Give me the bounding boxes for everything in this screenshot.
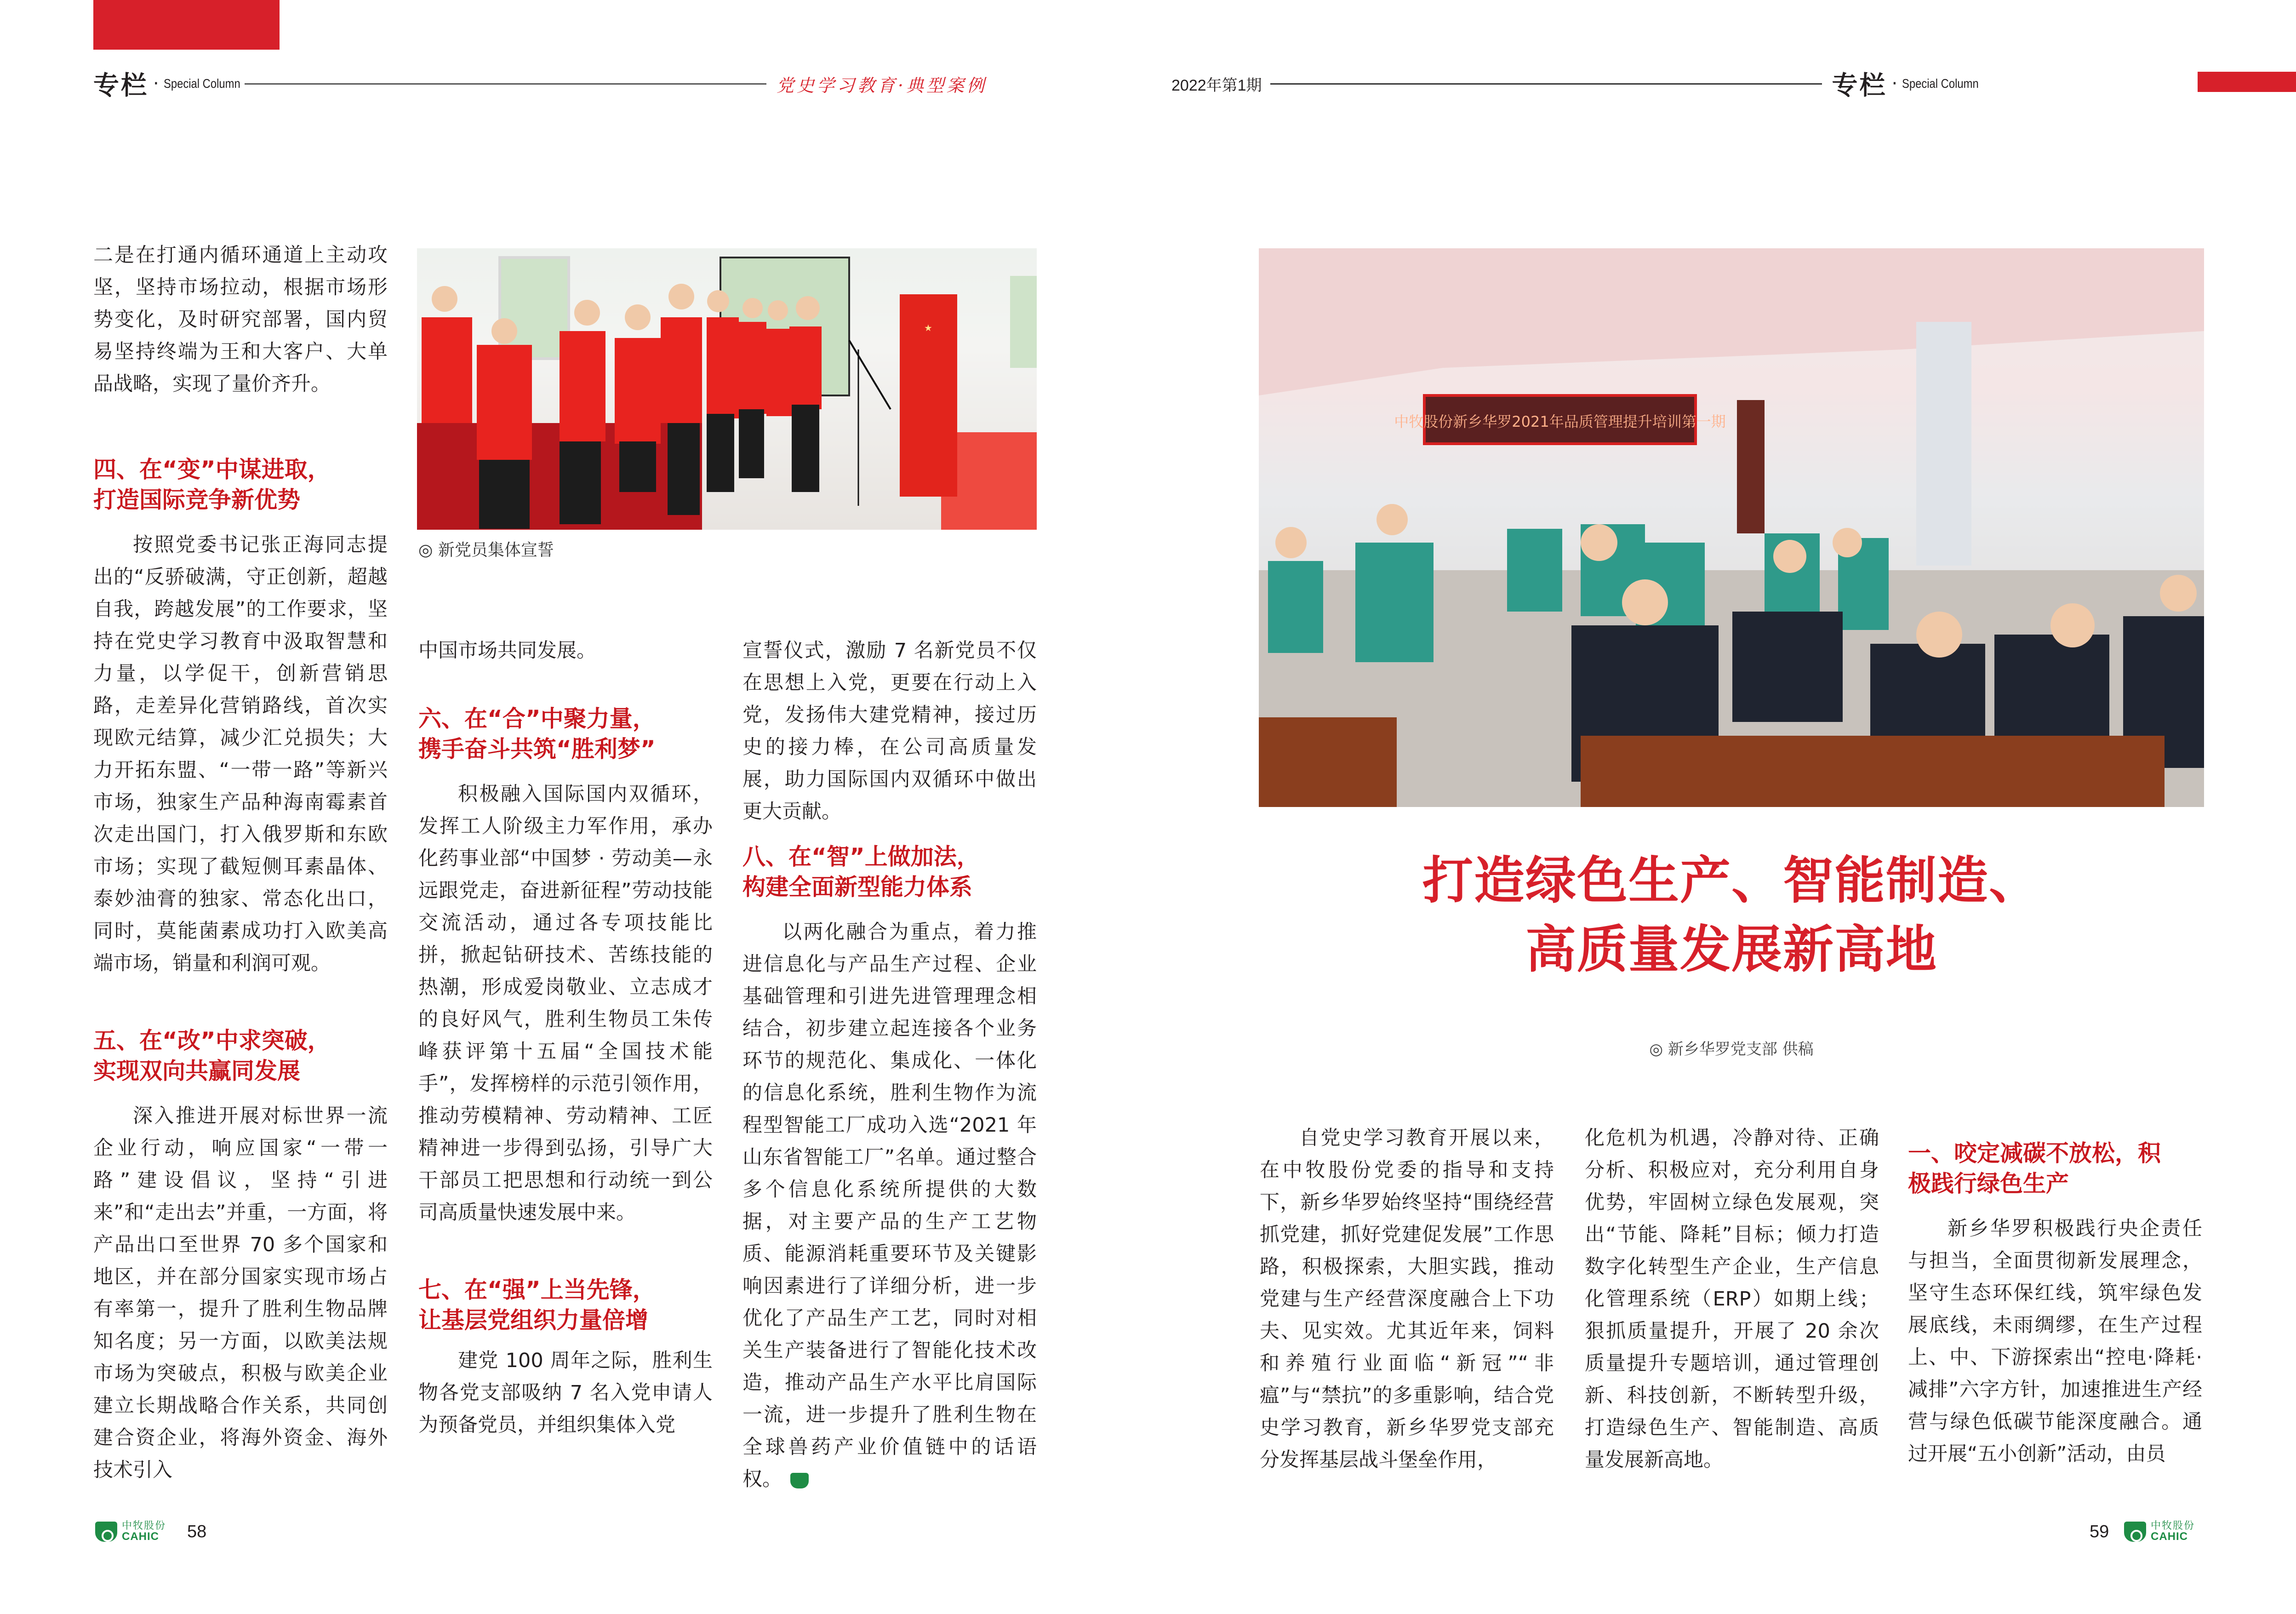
heading-line: 让基层党组织力量倍增 [418, 1307, 648, 1334]
heading-line: 极践行绿色生产 [1908, 1170, 2069, 1197]
training-photo-illustration [1259, 248, 2204, 807]
end-mark-logo-icon [790, 1473, 809, 1488]
paragraph-section-7: 建党 100 周年之际，胜利生物各党支部吸纳 7 名入党申请人为预备党员，并组织集体入党 [418, 1349, 713, 1437]
logo-cn: 中牧股份 [122, 1520, 166, 1532]
section-heading-7 [418, 1275, 713, 1335]
top-left-red-block [93, 0, 280, 50]
svg-text:★: ★ [924, 322, 932, 333]
header-dot: · [1891, 73, 1898, 94]
header-rule [1270, 83, 1822, 85]
header-dot: · [153, 73, 159, 94]
logo-en: CAHIC [122, 1530, 159, 1543]
logo-wordmark [122, 1521, 166, 1542]
left-column-2 [418, 635, 713, 1441]
paragraph-section-5: 深入推进开展对标世界一流企业行动，响应国家“一带一路”建设倡议，坚持“引进来”和“走出去”并重，一方面，将产品出口至世界 70 多个国家和地区，并在部分国家实现市场占有率第一，提升了胜利生物品牌知名度；另一方面，以欧美法规市场为突破点，积极与欧美企业建立长期战略合作关系，共同创建合资企业，将海外资金、海外技术引入 [93, 1105, 388, 1482]
column-label-en: Special Column [1902, 76, 1979, 91]
heading-line: 构建全面新型能力体系 [742, 874, 972, 900]
heading-line: 实现双向共赢同发展 [93, 1058, 300, 1084]
oath-photo-illustration [417, 248, 1037, 530]
footer-logo-left [95, 1521, 166, 1542]
section-heading-4 [93, 454, 388, 515]
section-title: 党史学习教育·典型案例 [776, 75, 987, 96]
paragraph-section-6: 积极融入国际国内双循环，发挥工人阶级主力军作用，承办化药事业部“中国梦 · 劳动美—永远跟党走，奋进新征程”劳动技能交流活动，通过各专项技能比拼，掀起钻研技术、苦练技能的热潮，形成爱岗敬业、立志成才的良好风气，胜利生物员工朱传峰获评第十五届“全国技术能手”，发挥榜样的示范引领作用，推动劳模精神、劳动精神、工匠精神进一步得到弘扬，引导广大干部员工把思想和行动统一到公司高质量快速发展中来。 [418, 783, 713, 1224]
logo-en: CAHIC [2151, 1530, 2188, 1543]
article-title [1259, 846, 2204, 984]
paragraph-section-4: 按照党委书记张正海同志提出的“反骄破满，守正创新，超越自我，跨越发展”的工作要求，坚持在党史学习教育中汲取智慧和力量，以学促干，创新营销思路，走差异化营销路线，首次实现欧元结算，减少汇兑损失；大力开拓东盟、“一带一路”等新兴市场，独家生产品种海南霉素首次走出国门，打入俄罗斯和东欧市场；实现了截短侧耳素晶体、泰妙油膏的独家、常态化出口，同时，莫能菌素成功打入欧美高端市场，销量和利润可观。 [93, 533, 388, 975]
column-label-en: Special Column [163, 76, 240, 91]
heading-line: 一、咬定减碳不放松，积 [1908, 1140, 2161, 1167]
paragraph-section-5-cont: 中国市场共同发展。 [418, 639, 596, 662]
left-column-1 [93, 239, 388, 1486]
paragraph-text: 以两化融合为重点，着力推进信息化与产品生产过程、企业基础管理和引进先进管理理念相结合，初步建立起连接各个业务环节的规范化、集成化、一体化的信息化系统，胜利生物作为流程型智能工厂成功入选“2021 年山东省智能工厂”名单。通过整合多个信息化系统所提供的大数据，对主要产品的生产工艺物质、能源消耗重要环节及关键影响因素进行了详细分析，进一步优化了产品生产工艺，同时对相关生产装备进行了智能化技术改造，推动产品生产水平比肩国际一流，进一步提升了胜利生物在全球兽药产业价值链中的话语权。 [742, 921, 1037, 1491]
footer-logo-right [2124, 1521, 2195, 1542]
logo-cn: 中牧股份 [2151, 1520, 2195, 1532]
header-rule [245, 83, 766, 85]
training-photo [1259, 248, 2204, 807]
paragraph-intro-cont: 化危机为机遇，冷静对待、正确分析、积极应对，充分利用自身优势，牢固树立绿色发展观，突出“节能、降耗”目标；倾力打造数字化转型生产企业，生产信息化管理系统（ERP）如期上线；狠抓质量提升，开展了 20 余次质量提升专题培训，通过管理创新、科技创新，不断转型升级，打造绿色生产、智能制造、高质量发展新高地。 [1585, 1127, 1879, 1471]
paragraph-section-8 [742, 916, 1037, 1495]
cahic-logo-icon [2124, 1522, 2146, 1542]
heading-line: 六、在“合”中聚力量， [418, 705, 656, 732]
paragraph-intro: 自党史学习教育开展以来，在中牧股份党委的指导和支持下，新乡华罗始终坚持“围绕经营抓党建，抓好党建促发展”工作思路，积极探索，大胆实践，推动党建与生产经营深度融合上下功夫、见实效。尤其近年来，饲料和养殖行业面临“新冠”“非瘟”与“禁抗”的多重影响，结合党史学习教育，新乡华罗党支部充分发挥基层战斗堡垒作用， [1260, 1127, 1554, 1471]
page-number-left: 58 [187, 1522, 207, 1541]
right-page-header [1171, 65, 2296, 102]
issue-label: 2022年第1期 [1171, 76, 1262, 94]
heading-line: 五、在“改”中求突破， [93, 1027, 331, 1054]
section-heading-1 [1908, 1138, 2202, 1199]
oath-photo [417, 248, 1037, 530]
section-heading-5 [93, 1025, 388, 1086]
article-byline: ◎ 新乡华罗党支部 供稿 [1649, 1040, 1814, 1059]
heading-line: 八、在“智”上做加法， [742, 843, 980, 870]
logo-wordmark [2151, 1521, 2195, 1542]
right-column-2 [1585, 1122, 1879, 1476]
right-column-3 [1908, 1138, 2202, 1470]
heading-line: 打造国际竞争新优势 [93, 486, 300, 513]
cahic-logo-icon [95, 1522, 117, 1542]
paragraph-intro: 二是在打通内循环通道上主动攻坚，坚持市场拉动，根据市场形势变化，及时研究部署，国内贸易坚持终端为王和大客户、大单品战略，实现了量价齐升。 [93, 244, 388, 395]
page-number-right: 59 [2090, 1522, 2109, 1541]
right-column-1 [1260, 1122, 1554, 1476]
column-label-cn: 专栏 [93, 71, 148, 101]
paragraph-section-7-cont: 宣誓仪式，激励 7 名新党员不仅在思想上入党，更要在行动上入党，发扬伟大建党精神，接过历史的接力棒，在公司高质量发展，助力国际国内双循环中做出更大贡献。 [742, 639, 1037, 823]
top-right-red-block [2198, 72, 2296, 92]
photo-caption: ◎ 新党员集体宣誓 [418, 541, 554, 560]
column-label-cn: 专栏 [1832, 71, 1887, 101]
section-heading-8 [742, 841, 1037, 902]
title-line-1: 打造绿色生产、智能制造、 [1422, 851, 2040, 910]
paragraph-section-1: 新乡华罗积极践行央企责任与担当，全面贯彻新发展理念，坚守生态环保红线，筑牢绿色发展底线，未雨绸缪，在生产过程上、中、下游探索出“控电·降耗·减排”六字方针，加速推进生产经营与绿色低碳节能深度融合。通过开展“五小创新”活动，由员 [1908, 1217, 2202, 1465]
section-heading-6 [418, 704, 713, 764]
title-line-2: 高质量发展新高地 [1525, 920, 1937, 979]
heading-line: 四、在“变”中谋进取， [93, 456, 331, 483]
banner-text: 中牧股份新乡华罗2021年品质管理提升培训第一期 [1394, 413, 1726, 430]
heading-line: 七、在“强”上当先锋， [418, 1276, 656, 1303]
heading-line: 携手奋斗共筑“胜利梦” [418, 736, 656, 762]
left-page-header [93, 65, 1036, 102]
left-column-3 [742, 635, 1037, 1495]
